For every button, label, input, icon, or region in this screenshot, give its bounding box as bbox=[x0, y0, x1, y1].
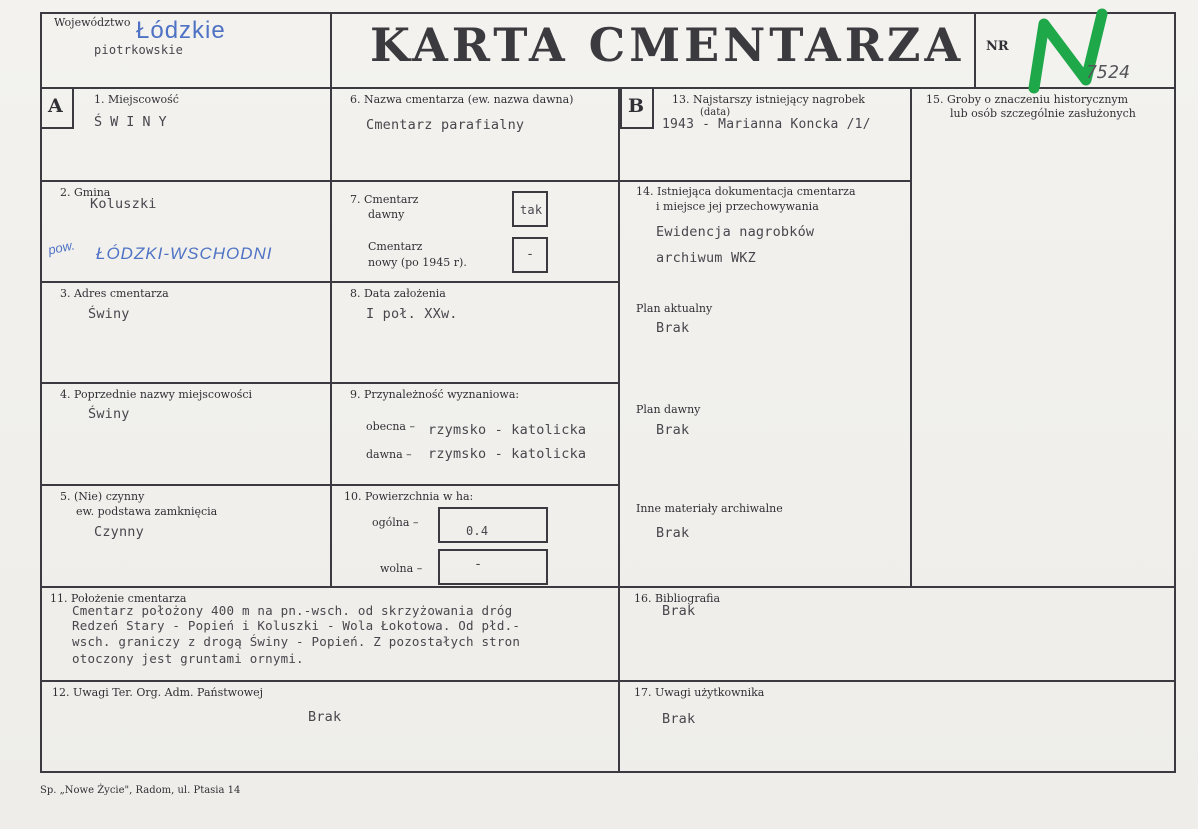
f10-ogolna-label: ogólna – bbox=[372, 516, 419, 529]
section-b-letter: B bbox=[628, 95, 645, 117]
f2-label: 2. Gmina bbox=[60, 186, 111, 199]
pow-value: ŁÓDZKI-WSCHODNI bbox=[96, 244, 273, 263]
f7b-sub: nowy (po 1945 r). bbox=[368, 256, 467, 269]
f16-label: 16. Bibliografia bbox=[634, 592, 721, 605]
f7-value: tak bbox=[520, 203, 543, 217]
f5-value: Czynny bbox=[94, 524, 144, 540]
f17-label: 17. Uwagi użytkownika bbox=[634, 686, 765, 699]
wojewodztwo-handwritten: Łódzkie bbox=[136, 17, 226, 44]
row-line-4 bbox=[40, 484, 620, 486]
f6-label: 6. Nazwa cmentarza (ew. nazwa dawna) bbox=[350, 93, 574, 106]
frame-bottom bbox=[40, 771, 1176, 773]
f9-obecna-value: rzymsko - katolicka bbox=[428, 422, 587, 438]
f1-value: ŚWINY bbox=[94, 114, 175, 130]
nr-number: 7524 bbox=[1086, 62, 1131, 83]
f11-line-2: Redzeń Stary - Popień i Koluszki - Wola Łokotowa. Od płd.- bbox=[72, 618, 521, 633]
f7-label: 7. Cmentarz bbox=[350, 193, 419, 206]
f14-value-2: archiwum WKZ bbox=[656, 250, 756, 266]
row-11-12-line bbox=[40, 680, 1176, 682]
card-title: KARTA CMENTARZA bbox=[370, 18, 965, 72]
f3-value: Świny bbox=[88, 306, 130, 322]
plan-dawny-value: Brak bbox=[656, 422, 690, 438]
f13-sub: (data) bbox=[700, 107, 731, 118]
f12-value: Brak bbox=[308, 709, 342, 725]
b-row-line bbox=[618, 180, 912, 182]
f5-label: 5. (Nie) czynny bbox=[60, 490, 145, 503]
f9-label: 9. Przynależność wyznaniowa: bbox=[350, 388, 520, 401]
section-a-letter: A bbox=[48, 95, 63, 117]
f11-line-4: otoczony jest gruntami ornymi. bbox=[72, 651, 304, 666]
f10-wolna-value: - bbox=[474, 556, 483, 572]
col-divider-1 bbox=[330, 87, 332, 587]
f5-sub: ew. podstawa zamknięcia bbox=[76, 505, 218, 518]
frame-right bbox=[1174, 12, 1176, 772]
plan-dawny-label: Plan dawny bbox=[636, 403, 701, 416]
f10-label: 10. Powierzchnia w ha: bbox=[344, 490, 474, 503]
f8-label: 8. Data założenia bbox=[350, 287, 446, 300]
f10-wolna-box bbox=[438, 549, 548, 585]
f7b-label: Cmentarz bbox=[368, 240, 423, 253]
f15-label: 15. Groby o znaczeniu historycznym bbox=[926, 93, 1129, 106]
col-divider-2 bbox=[618, 87, 620, 772]
f14-sub: i miejsce jej przechowywania bbox=[656, 200, 819, 213]
f9-obecna-label: obecna – bbox=[366, 420, 415, 433]
f6-value: Cmentarz parafialny bbox=[366, 117, 525, 133]
wojewodztwo-typed: piotrkowskie bbox=[94, 43, 184, 57]
f13-label: 13. Najstarszy istniejący nagrobek bbox=[672, 93, 865, 106]
f14-label: 14. Istniejąca dokumentacja cmentarza bbox=[636, 185, 856, 198]
f13-value: 1943 - Marianna Koncka /1/ bbox=[662, 117, 871, 132]
f9-dawna-value: rzymsko - katolicka bbox=[428, 446, 587, 462]
row-line-1 bbox=[40, 180, 620, 182]
f7b-value: - bbox=[526, 246, 535, 262]
f3-label: 3. Adres cmentarza bbox=[60, 287, 169, 300]
wojewodztwo-label: Województwo bbox=[54, 16, 131, 29]
row-line-3 bbox=[40, 382, 620, 384]
f8-value: I poł. XXw. bbox=[366, 306, 458, 322]
col-divider-3 bbox=[910, 87, 912, 587]
header-bottom bbox=[40, 87, 1176, 89]
f11-line-3: wsch. graniczy z drogą Świny - Popień. Z pozostałych stron bbox=[72, 634, 521, 649]
f10-ogolna-box bbox=[438, 507, 548, 543]
printer-footer: Sp. „Nowe Życie", Radom, ul. Ptasia 14 bbox=[40, 785, 241, 796]
f2-value: Koluszki bbox=[90, 196, 157, 212]
header-divider-1 bbox=[330, 12, 332, 88]
frame-top bbox=[40, 12, 1176, 14]
f11-line-1: Cmentarz położony 400 m na pn.-wsch. od skrzyżowania dróg bbox=[72, 603, 513, 618]
plan-aktualny-value: Brak bbox=[656, 320, 690, 336]
f10-wolna-label: wolna – bbox=[380, 562, 423, 575]
grid-bottom-line bbox=[40, 586, 1176, 588]
f4-value: Świny bbox=[88, 406, 130, 422]
f9-dawna-label: dawna – bbox=[366, 448, 412, 461]
f12-label: 12. Uwagi Ter. Org. Adm. Państwowej bbox=[52, 686, 264, 699]
f7-sub: dawny bbox=[368, 208, 405, 221]
inne-materialy-label: Inne materiały archiwalne bbox=[636, 502, 783, 515]
f14-value-1: Ewidencja nagrobków bbox=[656, 224, 815, 240]
inne-materialy-value: Brak bbox=[656, 525, 690, 541]
nr-label: NR bbox=[986, 39, 1009, 54]
f4-label: 4. Poprzednie nazwy miejscowości bbox=[60, 388, 253, 401]
row-line-2 bbox=[40, 281, 620, 283]
pow-handwritten: pow. bbox=[46, 237, 77, 258]
header-divider-2 bbox=[974, 12, 976, 88]
plan-aktualny-label: Plan aktualny bbox=[636, 302, 713, 315]
f10-ogolna-value: 0.4 bbox=[466, 524, 489, 538]
f15-sub: lub osób szczególnie zasłużonych bbox=[950, 107, 1136, 120]
f17-value: Brak bbox=[662, 711, 696, 727]
f16-value: Brak bbox=[662, 603, 696, 619]
f1-label: 1. Miejscowość bbox=[94, 93, 179, 106]
f11-label: 11. Położenie cmentarza bbox=[50, 592, 187, 605]
